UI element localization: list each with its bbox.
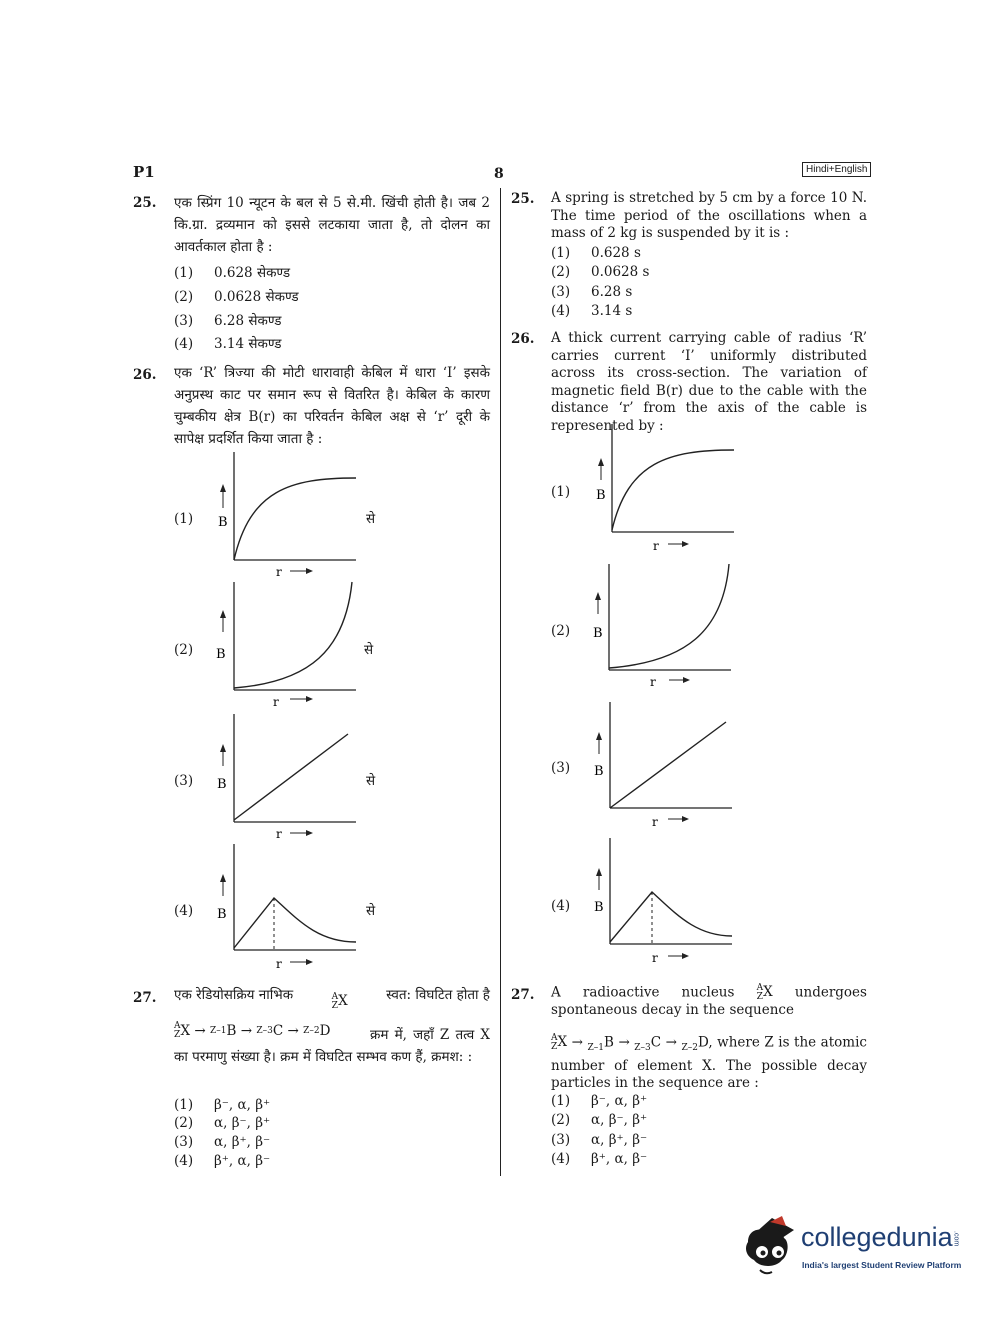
hi-q25-option-1: (1) 0.628 सेकण्ड (174, 265, 291, 281)
x-axis-label: r (276, 565, 282, 579)
hi-q26-option-2-suffix: से (364, 642, 374, 658)
paper-code: P1 (133, 163, 155, 181)
en-q26-option-4-label: (4) (551, 898, 571, 914)
language-badge: Hindi+English (802, 162, 871, 177)
en-q27-line-1: A radioactive nucleus A Z X undergoes spontaneous decay in the sequence (551, 983, 867, 1018)
en-q26-graph-1 (588, 422, 748, 554)
en-q25-option-2: (2) 0.0628 s (551, 264, 650, 280)
hi-q25-option-2: (2) 0.0628 सेकण्ड (174, 289, 299, 305)
hi-q27-decay-sequence: A Z X → Z–1 B → Z–3 C → Z–2 D (174, 1021, 331, 1040)
en-q27-number: 27. (511, 987, 535, 1003)
hi-q27-option-1: (1) β⁻, α, β⁺ (174, 1097, 271, 1113)
en-q26-text: A thick current carrying cable of radius ‘R’ carries current ‘I’ uniformly distributed across its cross-section. The variation of magnetic field B(r) due to the cable with the distance ‘r’ from the axis of the cable is represented by : (551, 330, 867, 434)
hi-q26-graph-4 (210, 842, 370, 972)
hi-q25-text: एक स्प्रिंग 10 न्यूटन के बल से 5 से.मी. खिंची होती है। जब 2 कि.ग्रा. द्रव्यमान को इससे लटकाया जाता है, तो दोलन का आवर्तकाल होता है : (174, 195, 490, 255)
x-axis-label: r (276, 957, 282, 971)
logo-text (801, 1222, 960, 1253)
hi-q27-number: 27. (133, 990, 157, 1006)
x-axis-label: r (273, 695, 279, 709)
en-q26-number: 26. (511, 331, 535, 347)
hi-q27-option-2: (2) α, β⁻, β⁺ (174, 1115, 271, 1131)
en-q26-graph-4 (586, 836, 746, 968)
y-axis-label: B (594, 764, 604, 779)
y-axis-label: B (217, 777, 227, 792)
y-axis-label: B (218, 515, 228, 530)
x-axis-label: r (652, 815, 658, 829)
column-divider (500, 188, 501, 1176)
en-q25-option-4: (4) 3.14 s (551, 303, 633, 319)
hi-q25-option-3: (3) 6.28 सेकण्ड (174, 313, 282, 329)
en-q26-option-3-label: (3) (551, 760, 571, 776)
page-number: 8 (494, 166, 504, 182)
en-q26-option-1-label: (1) (551, 484, 571, 500)
hi-q25-number: 25. (133, 195, 157, 211)
x-axis-label: r (653, 539, 659, 553)
y-axis-label: B (217, 907, 227, 922)
hi-q26-option-3-label: (3) (174, 773, 194, 789)
en-q26-graph-2 (585, 562, 745, 694)
logo-name: collegedunia (801, 1222, 953, 1252)
hi-q27-option-4: (4) β⁺, α, β⁻ (174, 1153, 271, 1169)
en-q25-option-3: (3) 6.28 s (551, 284, 633, 300)
hi-q26-graph-3 (210, 712, 370, 842)
en-q27-option-4: (4) β⁺, α, β⁻ (551, 1151, 648, 1167)
en-q25-number: 25. (511, 191, 535, 207)
hi-q26-option-2-label: (2) (174, 642, 194, 658)
y-axis-label: B (216, 647, 226, 662)
x-axis-label: r (276, 827, 282, 841)
logo-suffix: .com (952, 1230, 960, 1246)
en-q25-option-1: (1) 0.628 s (551, 245, 641, 261)
en-q27-option-3: (3) α, β⁺, β⁻ (551, 1132, 648, 1148)
logo-tagline: India's largest Student Review Platform (802, 1260, 962, 1270)
en-q26-option-2-label: (2) (551, 623, 571, 639)
hi-q26-option-4-label: (4) (174, 903, 194, 919)
hi-q27-text-rest: क्रम में, जहाँ Z तत्व X का परमाणु संख्या है। क्रम में विघटित सम्भव कण हैं, क्रमश: : (174, 1027, 490, 1065)
x-axis-label: r (652, 951, 658, 965)
hi-q26-graph-1 (210, 450, 370, 580)
en-q27-option-1: (1) β⁻, α, β⁺ (551, 1093, 648, 1109)
collegedunia-mascot-icon (742, 1212, 800, 1282)
en-q26-graph-3 (586, 700, 746, 832)
y-axis-label: B (593, 626, 603, 641)
y-axis-label: B (594, 900, 604, 915)
hi-q27-option-3: (3) α, β⁺, β⁻ (174, 1134, 271, 1150)
hi-q26-number: 26. (133, 367, 157, 383)
en-q27-line-2: A Z X → $_{Z-1}$B → $_{Z-3}$C → $_{Z-2}$D, where Z is the atomic number of element X. The possible decay particles in the sequence are : (551, 1033, 867, 1092)
hi-q26-option-3-suffix: से (366, 773, 376, 789)
y-axis-label: B (596, 488, 606, 503)
hi-q26-option-1-suffix: से (366, 511, 376, 527)
hi-q26-option-4-suffix: से (366, 903, 376, 919)
hi-q26-text: एक ‘R’ त्रिज्या की मोटी धारावाही केबिल में धारा ‘I’ इसके अनुप्रस्थ काट पर समान रूप से वितरित है। केबिल के कारण चुम्बकीय क्षेत्र B(r) का परिवर्तन केबिल अक्ष से ‘r’ दूरी के सापेक्ष प्रदर्शित किया जाता है : (174, 365, 490, 447)
hi-q26-option-1-label: (1) (174, 511, 194, 527)
hi-q27-line-1: एक रेडियोसक्रिय नाभिक A Z X स्वत: विघटित होता है (174, 987, 490, 1011)
en-q27-option-2: (2) α, β⁻, β⁺ (551, 1112, 648, 1128)
en-q25-text: A spring is stretched by 5 cm by a force 10 N. The time period of the oscillations when a mass of 2 kg is suspended by it is : (551, 190, 867, 241)
x-axis-label: r (650, 675, 656, 689)
hi-q26-graph-2 (210, 580, 370, 710)
hi-q25-option-4: (4) 3.14 सेकण्ड (174, 336, 282, 352)
